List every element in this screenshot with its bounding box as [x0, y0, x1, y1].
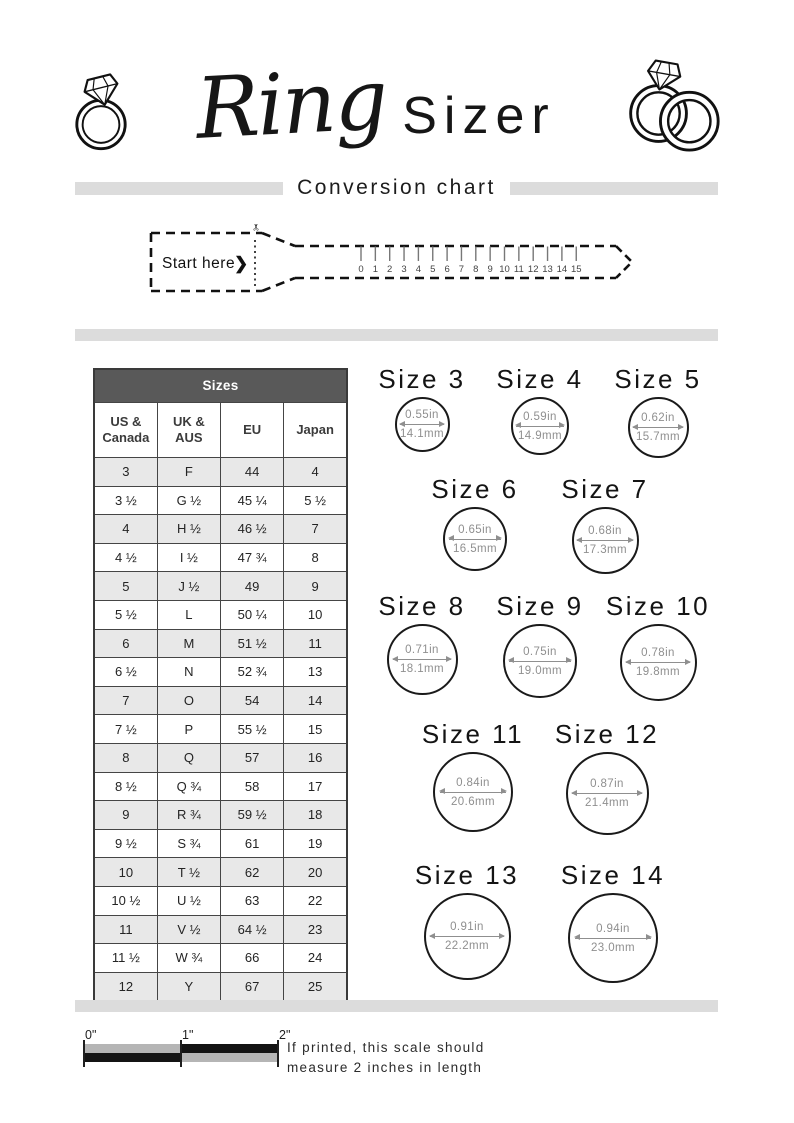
diameter-inches: 0.91in — [450, 921, 484, 933]
inch-label: 1" — [182, 1028, 194, 1042]
diameter-mm: 22.2mm — [445, 940, 489, 952]
table-cell: 44 — [221, 458, 284, 487]
diameter-inches: 0.75in — [523, 645, 557, 658]
ruler-tick-label: 14 — [556, 264, 568, 275]
table-cell: 19 — [284, 829, 347, 858]
diameter-inches: 0.55in — [405, 409, 439, 421]
table-cell: 50 ¼ — [221, 600, 284, 629]
ring-size-label: Size 11 — [421, 719, 525, 749]
diameter-arrow-icon — [626, 662, 690, 663]
scale-block-gray — [180, 1053, 277, 1062]
ring-size-item — [488, 364, 592, 455]
table-cell: Q ¾ — [157, 772, 220, 801]
table-row — [94, 458, 347, 487]
circle-row — [352, 591, 728, 719]
ring-size-circle — [395, 397, 450, 452]
table-row — [94, 600, 347, 629]
table-cell: 11 — [94, 915, 157, 944]
diameter-arrow-icon — [509, 661, 571, 662]
ring-size-item — [606, 364, 710, 458]
diameter-inches: 0.94in — [596, 922, 630, 935]
table-cell: 25 — [284, 972, 347, 1001]
table-cell: 10 — [284, 600, 347, 629]
ring-size-item — [423, 474, 527, 571]
table-cell: 3 — [94, 458, 157, 487]
diameter-inches: 0.78in — [641, 647, 675, 659]
scale-note-line1: If printed, this scale should — [287, 1040, 485, 1055]
diameter-inches: 0.59in — [523, 410, 557, 423]
diameter-arrow-icon — [577, 540, 632, 541]
ruler-tick-label: 6 — [444, 264, 450, 275]
diameter-arrow-icon — [633, 427, 683, 428]
table-row — [94, 801, 347, 830]
diameter-mm: 16.5mm — [453, 542, 497, 555]
table-cell: 11 — [284, 629, 347, 658]
table-cell: 67 — [221, 972, 284, 1001]
diameter-arrow-icon — [516, 426, 564, 427]
diamond-ring-icon — [72, 68, 130, 157]
scissors-icon: ✂ — [251, 224, 263, 231]
size-conversion-table — [93, 368, 348, 1002]
chevron-right-icon: ❯ — [234, 254, 249, 273]
ring-size-circle — [628, 397, 689, 458]
table-cell: 45 ¼ — [221, 486, 284, 515]
scale-note — [287, 1038, 485, 1078]
ruler-tick-label: 15 — [570, 264, 582, 275]
ruler-tick-label: 13 — [542, 264, 553, 275]
start-here-label: Start here — [162, 255, 236, 272]
table-cell: 5 — [94, 572, 157, 601]
table-cell: 57 — [221, 743, 284, 772]
table-cell: 8 — [94, 743, 157, 772]
diameter-mm: 23.0mm — [591, 941, 635, 954]
diameter-mm: 18.1mm — [400, 663, 444, 675]
table-cell: 52 ¾ — [221, 658, 284, 687]
ring-size-item — [415, 860, 519, 980]
ring-size-circle — [424, 893, 511, 980]
subtitle-bar-right — [510, 182, 718, 195]
table-cell: 7 — [94, 686, 157, 715]
table-row — [94, 715, 347, 744]
section-divider-top — [75, 329, 718, 341]
table-cell: 4 — [284, 458, 347, 487]
table-cell: L — [157, 600, 220, 629]
circle-row — [352, 474, 728, 591]
ring-size-circle — [568, 893, 658, 983]
diameter-inches: 0.65in — [458, 523, 492, 536]
table-cell: 10 ½ — [94, 886, 157, 915]
table-cell: 12 — [94, 972, 157, 1001]
diameter-mm: 20.6mm — [451, 795, 495, 808]
diameter-mm: 14.9mm — [518, 429, 562, 442]
subtitle-text: Conversion chart — [297, 176, 496, 199]
diameter-inches: 0.87in — [590, 778, 624, 790]
table-cell: 9 — [284, 572, 347, 601]
diameter-arrow-icon — [575, 938, 651, 939]
table-cell: 10 — [94, 858, 157, 887]
table-cell: 18 — [284, 801, 347, 830]
table-header-row — [94, 403, 347, 458]
table-cell: 22 — [284, 886, 347, 915]
ring-size-label: Size 12 — [554, 719, 660, 749]
table-row — [94, 829, 347, 858]
ring-size-item — [561, 860, 665, 983]
table-cell: P — [157, 715, 220, 744]
ring-size-item — [488, 591, 592, 698]
table-cell: 7 — [284, 515, 347, 544]
diameter-arrow-icon — [393, 659, 452, 660]
ring-size-circle — [566, 752, 649, 835]
table-cell: 20 — [284, 858, 347, 887]
diameter-mm: 21.4mm — [585, 797, 629, 809]
table-cell: 16 — [284, 743, 347, 772]
inch-label: 2" — [279, 1028, 291, 1042]
table-row — [94, 686, 347, 715]
table-cell: 4 ½ — [94, 543, 157, 572]
scale-block-gray — [83, 1044, 180, 1053]
table-cell: 14 — [284, 686, 347, 715]
sizer-ticks — [358, 247, 581, 276]
table-cell: 49 — [221, 572, 284, 601]
title-word-ring: Ring — [193, 50, 389, 158]
table-cell: 61 — [221, 829, 284, 858]
ruler-tick-label: 1 — [372, 264, 378, 275]
inch-tick — [180, 1040, 182, 1067]
ring-size-label: Size 3 — [378, 364, 466, 394]
table-cell: G ½ — [157, 486, 220, 515]
ruler-tick-label: 4 — [415, 264, 422, 275]
table-row — [94, 743, 347, 772]
table-cell: T ½ — [157, 858, 220, 887]
ring-size-item — [553, 474, 657, 574]
table-cell: O — [157, 686, 220, 715]
subtitle-bar-left — [75, 182, 283, 195]
table-cell: 5 ½ — [284, 486, 347, 515]
diameter-arrow-icon — [440, 792, 507, 793]
table-row — [94, 858, 347, 887]
diameter-mm: 14.1mm — [400, 428, 444, 440]
ruler-tick-label: 2 — [387, 264, 393, 275]
table-cell: 13 — [284, 658, 347, 687]
scale-note-line2: measure 2 inches in length — [287, 1060, 483, 1075]
ring-size-label: Size 8 — [378, 591, 466, 621]
ring-size-item — [370, 591, 474, 695]
table-row — [94, 629, 347, 658]
diameter-arrow-icon — [572, 793, 642, 794]
ring-size-label: Size 7 — [561, 474, 649, 504]
ring-size-item — [555, 719, 659, 835]
ruler-tick-label: 11 — [513, 264, 524, 275]
ring-size-item — [421, 719, 525, 832]
table-cell: S ¾ — [157, 829, 220, 858]
ring-size-circle — [387, 624, 458, 695]
table-row — [94, 944, 347, 973]
circle-row — [352, 719, 728, 860]
ring-size-circle — [443, 507, 507, 571]
diameter-inches: 0.68in — [588, 525, 622, 537]
table-cell: 8 ½ — [94, 772, 157, 801]
diameter-mm: 17.3mm — [583, 544, 627, 556]
table-row — [94, 772, 347, 801]
ring-size-circle — [433, 752, 513, 832]
table-cell: 54 — [221, 686, 284, 715]
ruler-tick-label: 8 — [473, 264, 479, 275]
table-cell: 64 ½ — [221, 915, 284, 944]
table-cell: 9 ½ — [94, 829, 157, 858]
circle-row — [352, 860, 728, 983]
header — [72, 32, 722, 172]
title-word-sizer: Sizer — [402, 87, 556, 145]
table-cell: I ½ — [157, 543, 220, 572]
table-cell: R ¾ — [157, 801, 220, 830]
ruler-tick-label: 0 — [358, 264, 364, 275]
table-caption: Sizes — [94, 369, 347, 403]
subtitle-row — [75, 176, 718, 199]
table-cell: Q — [157, 743, 220, 772]
ring-size-circle — [620, 624, 697, 701]
ring-size-label: Size 9 — [496, 591, 584, 621]
diameter-arrow-icon — [430, 936, 503, 937]
diameter-arrow-icon — [449, 539, 502, 540]
ring-size-circle — [572, 507, 639, 574]
table-cell: 6 ½ — [94, 658, 157, 687]
table-cell: 7 ½ — [94, 715, 157, 744]
table-cell: 66 — [221, 944, 284, 973]
print-scale-ruler — [83, 1028, 291, 1072]
diameter-mm: 15.7mm — [636, 431, 680, 443]
table-cell: H ½ — [157, 515, 220, 544]
table-cell: 9 — [94, 801, 157, 830]
table-row — [94, 915, 347, 944]
ruler-tick-label: 12 — [527, 264, 539, 275]
table-row — [94, 486, 347, 515]
table-cell: M — [157, 629, 220, 658]
diameter-inches: 0.62in — [641, 412, 675, 424]
ring-size-circle — [503, 624, 577, 698]
scale-block-black — [83, 1053, 180, 1062]
diameter-inches: 0.71in — [405, 644, 439, 656]
table-cell: N — [157, 658, 220, 687]
table-row — [94, 543, 347, 572]
diameter-arrow-icon — [400, 424, 445, 425]
table-cell: 47 ¾ — [221, 543, 284, 572]
ring-size-label: Size 13 — [414, 860, 520, 890]
table-cell: 3 ½ — [94, 486, 157, 515]
column-header: UK & AUS — [157, 403, 220, 458]
table-cell: 6 — [94, 629, 157, 658]
inch-tick — [83, 1040, 85, 1067]
table-cell: 11 ½ — [94, 944, 157, 973]
table-cell: 51 ½ — [221, 629, 284, 658]
table-cell: 23 — [284, 915, 347, 944]
ruler-tick-label: 9 — [487, 264, 493, 275]
table-row — [94, 572, 347, 601]
table-cell: 24 — [284, 944, 347, 973]
table-cell: 46 ½ — [221, 515, 284, 544]
table-cell: 62 — [221, 858, 284, 887]
ruler-tick-label: 7 — [458, 264, 465, 275]
table-cell: 5 ½ — [94, 600, 157, 629]
table-cell: W ¾ — [157, 944, 220, 973]
inch-tick — [277, 1040, 279, 1067]
ring-size-label: Size 14 — [560, 860, 666, 890]
ruler-tick-label: 10 — [499, 264, 510, 275]
table-cell: 8 — [284, 543, 347, 572]
table-cell: Y — [157, 972, 220, 1001]
column-header: EU — [221, 403, 284, 458]
table-cell: F — [157, 458, 220, 487]
paper-ring-sizer — [148, 224, 672, 302]
ring-size-item — [370, 364, 474, 452]
scale-block-black — [180, 1044, 277, 1053]
ring-size-item — [606, 591, 710, 701]
table-cell: J ½ — [157, 572, 220, 601]
table-row — [94, 515, 347, 544]
table-cell: U ½ — [157, 886, 220, 915]
diameter-mm: 19.8mm — [636, 666, 680, 678]
table-row — [94, 658, 347, 687]
table-cell: 58 — [221, 772, 284, 801]
section-divider-bottom — [75, 1000, 718, 1012]
ruler-tick-label: 3 — [401, 264, 407, 275]
diameter-inches: 0.84in — [456, 776, 490, 789]
column-header: US & Canada — [94, 403, 157, 458]
table-cell: 63 — [221, 886, 284, 915]
table-row — [94, 972, 347, 1001]
double-rings-icon — [622, 50, 722, 157]
size-table-body — [94, 458, 347, 1002]
inch-label: 0" — [85, 1028, 97, 1042]
table-cell: 15 — [284, 715, 347, 744]
column-header: Japan — [284, 403, 347, 458]
circles-panel — [352, 364, 728, 983]
page-title — [193, 32, 556, 158]
table-cell: 4 — [94, 515, 157, 544]
table-cell: 55 ½ — [221, 715, 284, 744]
ring-size-label: Size 4 — [496, 364, 584, 394]
circle-row — [352, 364, 728, 474]
table-cell: V ½ — [157, 915, 220, 944]
table-row — [94, 886, 347, 915]
ruler-tick-label: 5 — [430, 264, 436, 275]
ring-size-label: Size 5 — [614, 364, 702, 394]
ring-size-label: Size 10 — [605, 591, 711, 621]
diameter-mm: 19.0mm — [518, 664, 562, 677]
ring-size-circle — [511, 397, 569, 455]
ring-size-label: Size 6 — [431, 474, 519, 504]
table-cell: 59 ½ — [221, 801, 284, 830]
table-cell: 17 — [284, 772, 347, 801]
